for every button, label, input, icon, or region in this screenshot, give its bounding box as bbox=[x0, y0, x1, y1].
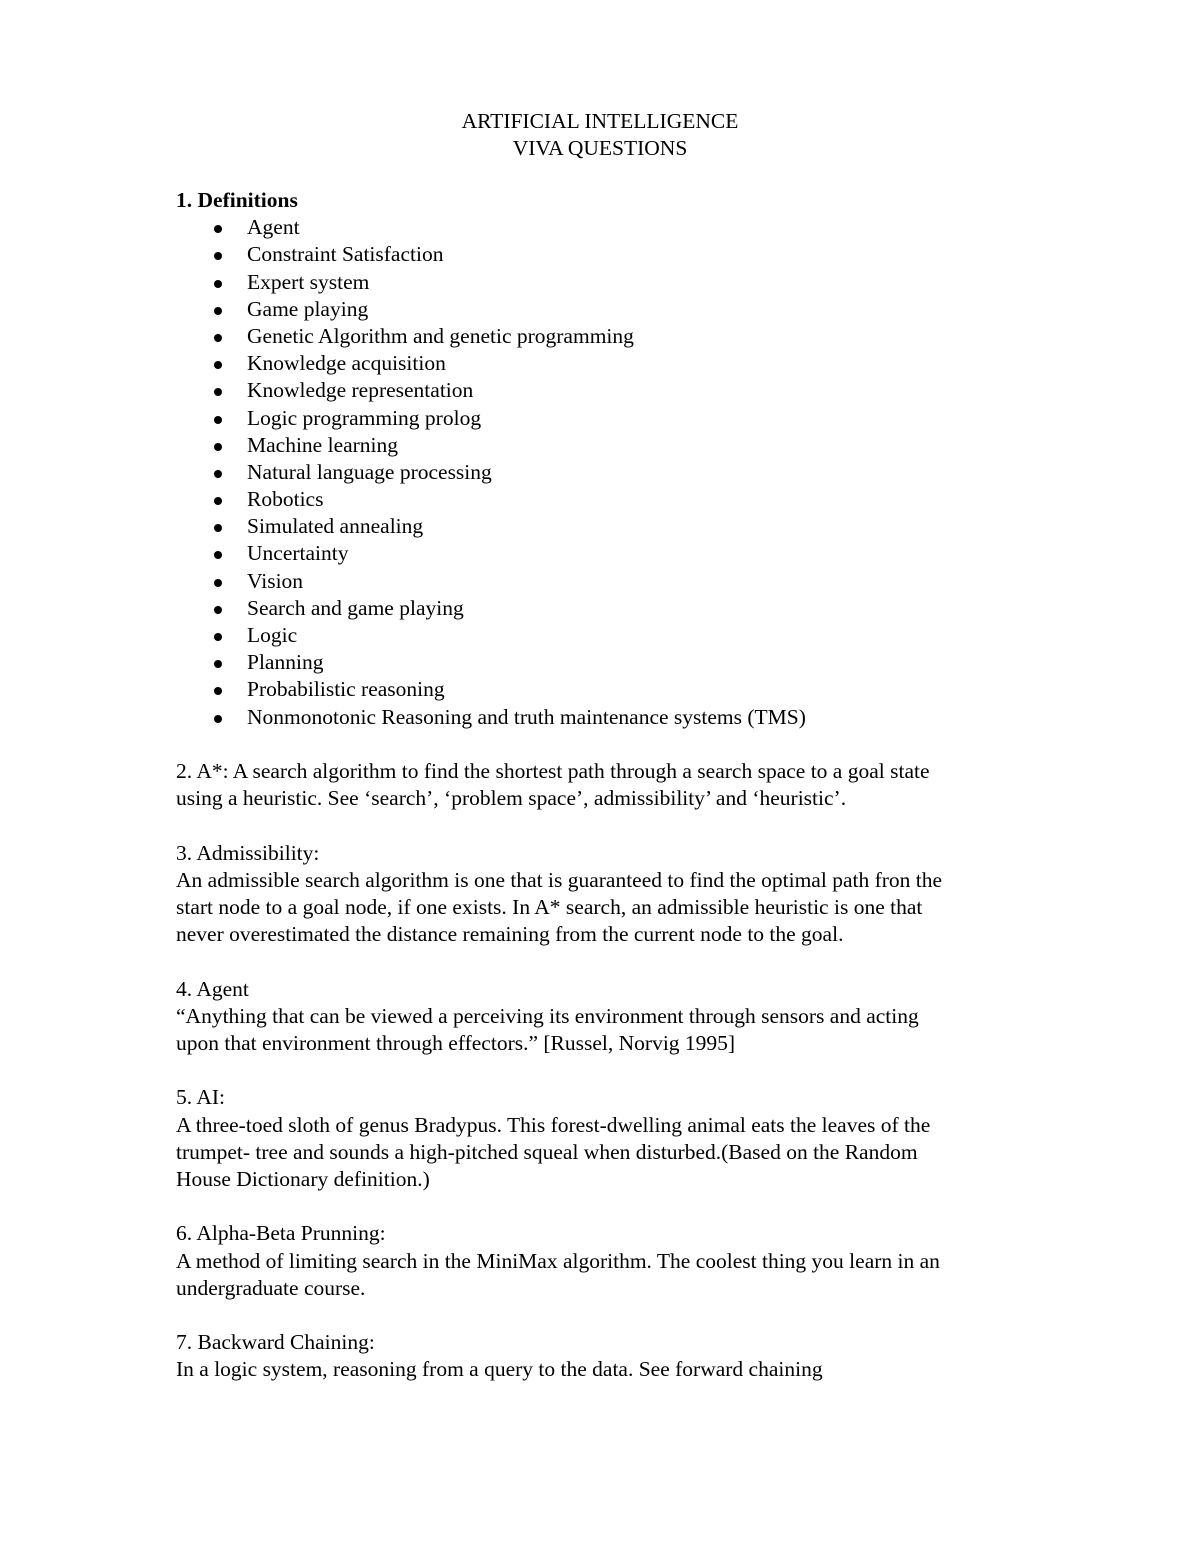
ai-line-1: A three-toed sloth of genus Bradypus. This forest-dwelling animal eats the leaves of the bbox=[176, 1112, 931, 1137]
admissibility-line-1: An admissible search algorithm is one that is guaranteed to find the optimal path fron the bbox=[176, 867, 943, 892]
document-body bbox=[176, 187, 1036, 1384]
list-item bbox=[176, 595, 1036, 622]
bullet-icon bbox=[214, 334, 222, 342]
list-item-text: Planning bbox=[247, 650, 324, 675]
list-item-text: Probabilistic reasoning bbox=[247, 677, 445, 702]
definitions-list bbox=[176, 214, 1036, 731]
bullet-icon bbox=[214, 524, 222, 532]
bullet-icon bbox=[214, 416, 222, 424]
list-item-text: Knowledge acquisition bbox=[247, 351, 446, 376]
list-item bbox=[176, 513, 1036, 540]
list-item bbox=[176, 269, 1036, 296]
agent-line-1: “Anything that can be viewed a perceiving its environment through sensors and acting bbox=[176, 1003, 919, 1028]
list-item-text: Machine learning bbox=[247, 432, 399, 457]
agent-heading: 4. Agent bbox=[176, 976, 249, 1001]
entry-backward-chaining bbox=[176, 1329, 1036, 1383]
bullet-icon bbox=[214, 280, 222, 288]
list-item bbox=[176, 323, 1036, 350]
bullet-icon bbox=[214, 579, 222, 587]
agent-line-2: upon that environment through effectors.” [Russel, Norvig 1995] bbox=[176, 1030, 736, 1055]
list-item-text: Expert system bbox=[247, 269, 370, 294]
list-item-text: Simulated annealing bbox=[247, 514, 424, 539]
definitions-heading: 1. Definitions bbox=[176, 188, 298, 212]
ai-line-2: trumpet- tree and sounds a high-pitched squeal when disturbed.(Based on the Random bbox=[176, 1139, 918, 1164]
bullet-icon bbox=[214, 660, 222, 668]
bullet-icon bbox=[214, 361, 222, 369]
list-item bbox=[176, 540, 1036, 567]
list-item bbox=[176, 296, 1036, 323]
list-item bbox=[176, 704, 1036, 731]
list-item bbox=[176, 649, 1036, 676]
ai-line-3: House Dictionary definition.) bbox=[176, 1166, 430, 1191]
list-item bbox=[176, 405, 1036, 432]
entry-a-star bbox=[176, 758, 1036, 812]
bullet-icon bbox=[214, 470, 222, 478]
admissibility-heading: 3. Admissibility: bbox=[176, 840, 320, 865]
list-item bbox=[176, 459, 1036, 486]
a-star-line-1: 2. A*: A search algorithm to find the shortest path through a search space to a goal state bbox=[176, 758, 930, 783]
list-item bbox=[176, 432, 1036, 459]
list-item-text: Search and game playing bbox=[247, 595, 464, 620]
bullet-icon bbox=[214, 252, 222, 260]
a-star-line-2: using a heuristic. See ‘search’, ‘problem space’, admissibility’ and ‘heuristic’. bbox=[176, 786, 847, 811]
title-line-2: VIVA QUESTIONS bbox=[512, 136, 688, 160]
list-item-text: Nonmonotonic Reasoning and truth maintenance systems (TMS) bbox=[247, 704, 806, 729]
list-item-text: Agent bbox=[247, 215, 300, 240]
bullet-icon bbox=[214, 307, 222, 315]
list-item bbox=[176, 568, 1036, 595]
list-item-text: Vision bbox=[247, 568, 304, 593]
list-item bbox=[176, 241, 1036, 268]
list-item-text: Natural language processing bbox=[247, 459, 492, 484]
bullet-icon bbox=[214, 388, 222, 396]
list-item bbox=[176, 350, 1036, 377]
alpha-beta-heading: 6. Alpha-Beta Prunning: bbox=[176, 1221, 386, 1246]
admissibility-line-3: never overestimated the distance remaining from the current node to the goal. bbox=[176, 922, 844, 947]
bullet-icon bbox=[214, 606, 222, 614]
list-item bbox=[176, 214, 1036, 241]
list-item-text: Logic programming prolog bbox=[247, 405, 482, 430]
bullet-icon bbox=[214, 633, 222, 641]
bullet-icon bbox=[214, 225, 222, 233]
entry-agent bbox=[176, 976, 1036, 1058]
alpha-beta-line-2: undergraduate course. bbox=[176, 1275, 366, 1300]
entry-ai bbox=[176, 1084, 1036, 1193]
list-item bbox=[176, 622, 1036, 649]
backward-chaining-heading: 7. Backward Chaining: bbox=[176, 1330, 375, 1355]
bullet-icon bbox=[214, 497, 222, 505]
list-item-text: Uncertainty bbox=[247, 541, 349, 566]
bullet-icon bbox=[214, 687, 222, 695]
list-item bbox=[176, 676, 1036, 703]
entry-admissibility bbox=[176, 840, 1036, 949]
entry-alpha-beta bbox=[176, 1220, 1036, 1302]
alpha-beta-line-1: A method of limiting search in the MiniMax algorithm. The coolest thing you learn in an bbox=[176, 1248, 940, 1273]
bullet-icon bbox=[214, 551, 222, 559]
list-item-text: Game playing bbox=[247, 296, 369, 321]
bullet-icon bbox=[214, 715, 222, 723]
list-item bbox=[176, 377, 1036, 404]
list-item bbox=[176, 486, 1036, 513]
list-item-text: Logic bbox=[247, 623, 298, 647]
list-item-text: Robotics bbox=[247, 487, 324, 512]
document-title bbox=[0, 108, 1200, 162]
ai-heading: 5. AI: bbox=[176, 1085, 225, 1110]
title-line-1: ARTIFICIAL INTELLIGENCE bbox=[461, 109, 739, 133]
bullet-icon bbox=[214, 443, 222, 451]
list-item-text: Genetic Algorithm and genetic programming bbox=[247, 323, 634, 348]
list-item-text: Constraint Satisfaction bbox=[247, 242, 444, 267]
list-item-text: Knowledge representation bbox=[247, 378, 474, 403]
admissibility-line-2: start node to a goal node, if one exists. In A* search, an admissible heuristic is one that bbox=[176, 894, 923, 919]
backward-chaining-line-1: In a logic system, reasoning from a query to the data. See forward chaining bbox=[176, 1357, 823, 1382]
